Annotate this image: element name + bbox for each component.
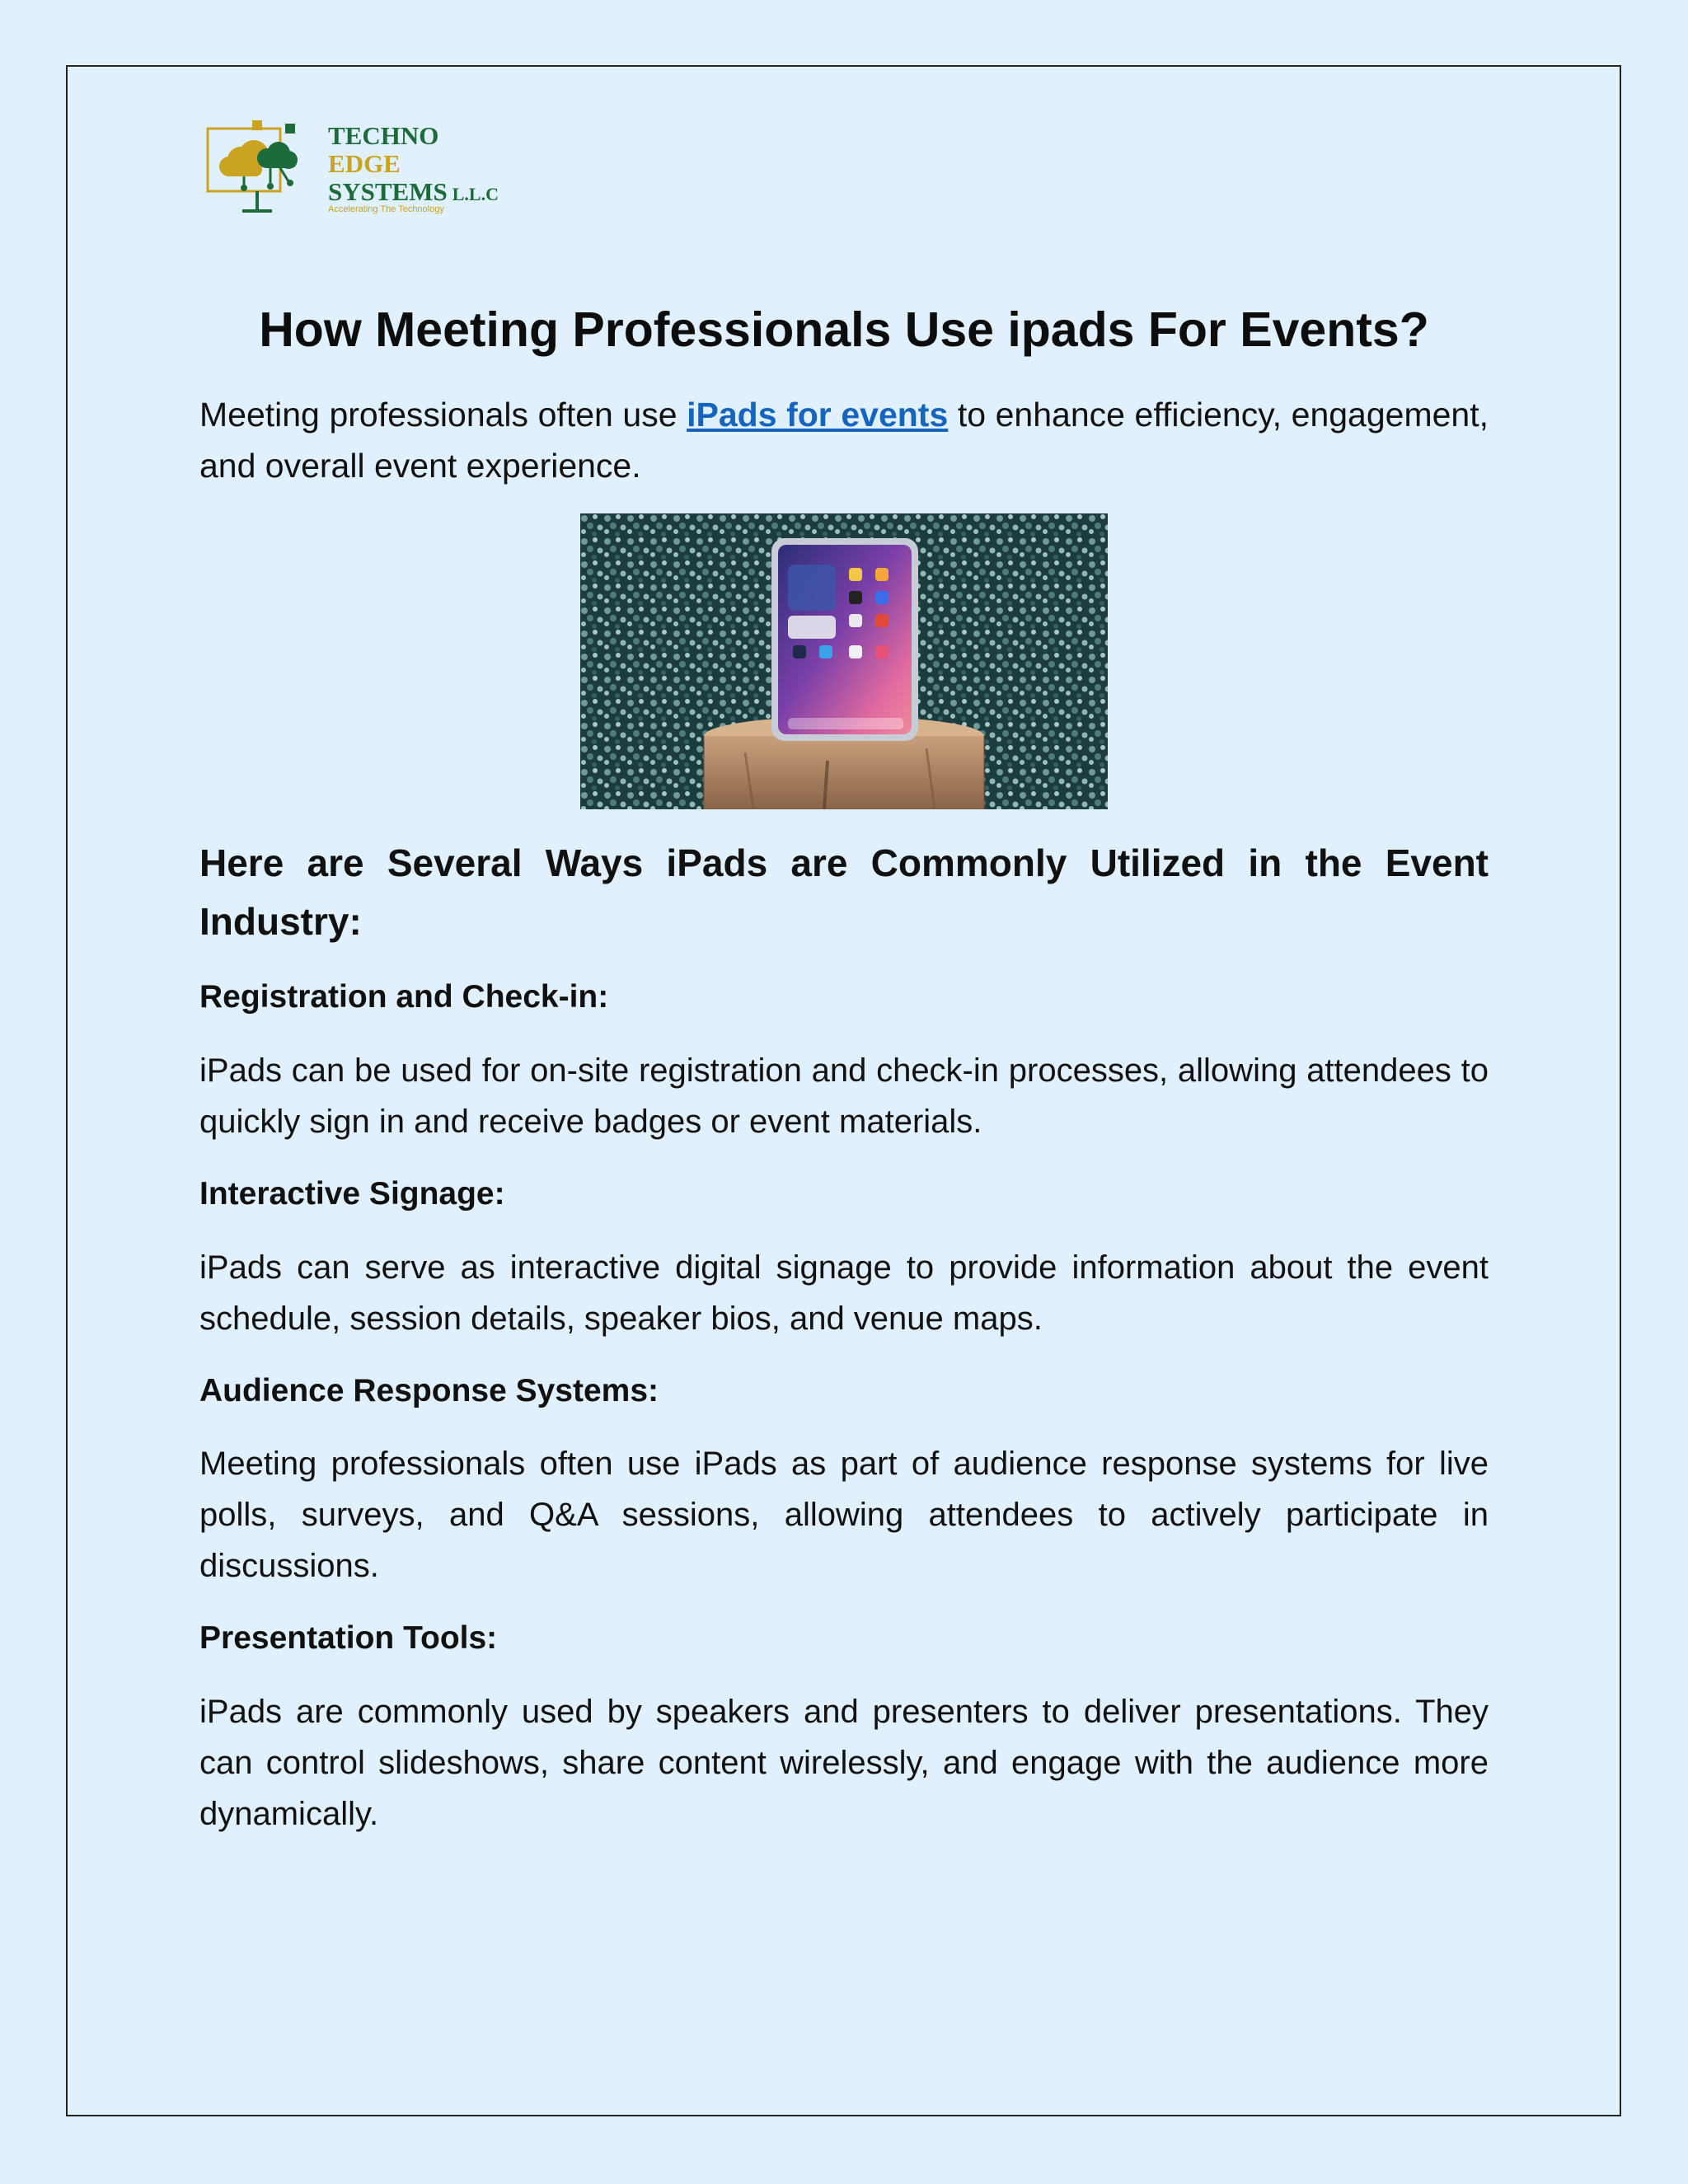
intro-paragraph (199, 389, 1489, 491)
logo-tagline: Accelerating The Technology (328, 204, 444, 214)
ipad-on-stump-image (580, 513, 1108, 809)
page-title: How Meeting Professionals Use ipads For Events? (259, 302, 1429, 357)
subheading-registration: Registration and Check-in: (199, 979, 609, 1015)
subheading-audience-response: Audience Response Systems: (199, 1373, 659, 1408)
subheading-interactive-signage: Interactive Signage: (199, 1176, 505, 1212)
paragraph-registration: iPads can be used for on-site registration and check-in processes, allowing attendees to quickly sign in and receive badges or event materials. (199, 1052, 1489, 1140)
ipad-photo (580, 513, 1108, 809)
intro-text-before: Meeting professionals often use (199, 396, 687, 434)
logo-line-1: TECHNO (328, 121, 439, 150)
logo-suffix: L.L.C (452, 184, 499, 204)
paragraph-audience-response: Meeting professionals often use iPads as part of audience response systems for live polls, surveys, and Q&A sessions, allowing attendees to actively participate in discussions. (199, 1446, 1489, 1584)
section-heading: Here are Several Ways iPads are Commonly Utilized in the Event Industry: (199, 841, 1489, 943)
company-logo (206, 115, 528, 223)
cloud-monitor-logo-icon (206, 120, 321, 219)
paragraph-interactive-signage: iPads can serve as interactive digital signage to provide information about the event schedule, session details, speaker bios, and venue maps. (199, 1249, 1489, 1337)
intro-text-after: to enhance efficiency, engagement, and overall event experience. (199, 396, 1489, 485)
paragraph-presentation-tools: iPads are commonly used by speakers and presenters to deliver presentations. They can control slideshows, share content wirelessly, and engage with the audience more dynamically. (199, 1694, 1489, 1832)
logo-line-2: EDGE (328, 149, 401, 178)
logo-wordmark (328, 122, 499, 209)
ipads-for-events-link[interactable]: iPads for events (687, 396, 949, 434)
logo-line-3-text: SYSTEMS (328, 177, 448, 206)
subheading-presentation-tools: Presentation Tools: (199, 1620, 498, 1656)
